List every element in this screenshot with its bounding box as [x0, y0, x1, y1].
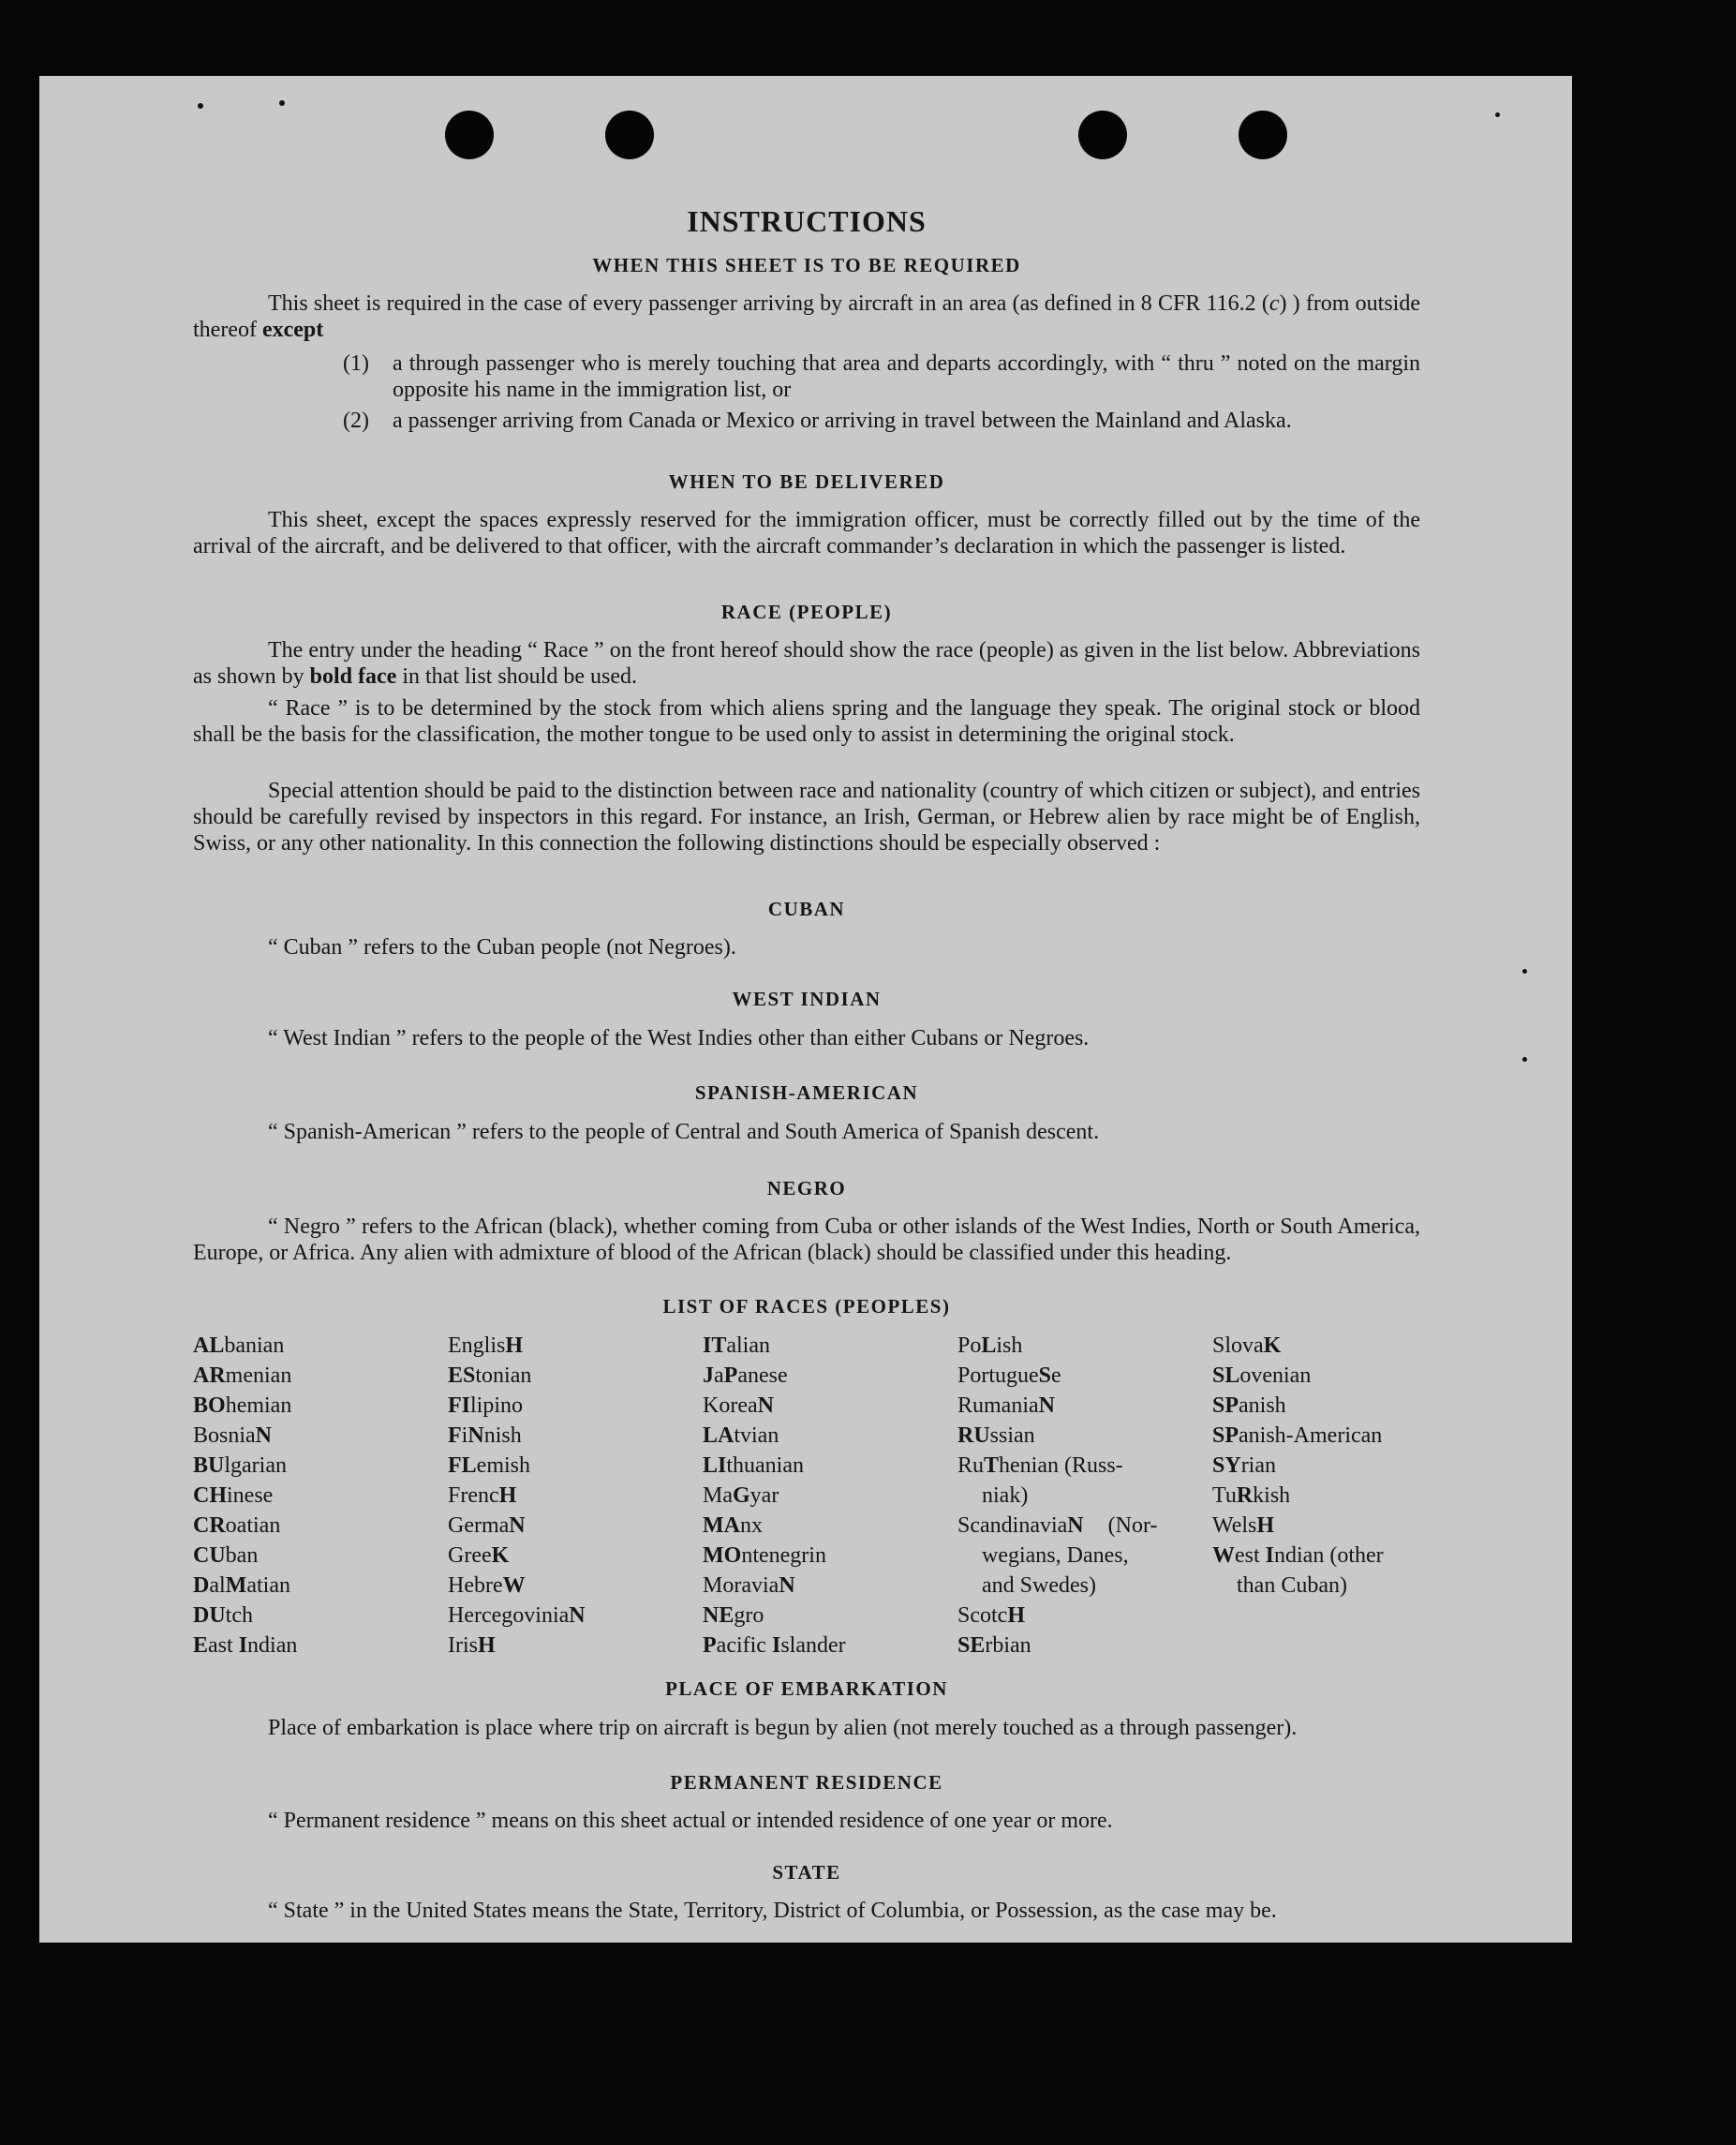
race-entry: PortugueSe — [957, 1363, 1061, 1388]
speck — [198, 103, 203, 109]
item-text: a through passenger who is merely touching that area and departs accordingly, with “ thru ” noted on the margin opposite his name in the immigration list, or — [393, 351, 1420, 402]
race-entry: and Swedes) — [982, 1573, 1096, 1598]
race-entry: ITalian — [703, 1333, 770, 1358]
race-entry: WelsH — [1212, 1513, 1275, 1538]
race-entry: DUtch — [193, 1603, 253, 1628]
race-entry: CRoatian — [193, 1513, 281, 1538]
race-entry: MoraviaN — [703, 1573, 795, 1598]
race-paragraph-1: The entry under the heading “ Race ” on the front hereof should show the race (people) as given in the list below. Abbreviations as shown by bold face in that list should be used. — [193, 638, 1420, 689]
residence-text: “ Permanent residence ” means on this sheet actual or intended residence of one year or more. — [268, 1809, 1113, 1833]
race-entry: CUban — [193, 1543, 259, 1568]
race-entry: East Indian — [193, 1633, 298, 1658]
race-entry: BOhemian — [193, 1393, 292, 1418]
heading-permanent-residence: PERMANENT RESIDENCE — [670, 1771, 943, 1794]
spanish-american-text: “ Spanish-American ” refers to the people of Central and South America of Spanish descent. — [268, 1120, 1100, 1144]
race-paragraph-3: Special attention should be paid to the distinction between race and nationality (country of which citizen or subject), and entries should be carefully revised by inspectors in this regard. For instance, an Irish, German, or Hebrew alien by race might be of English, Swiss, or any other nationality. In this connection the following distinctions should be especially observed : — [193, 779, 1420, 856]
punch-hole — [445, 111, 494, 159]
race-entry: EStonian — [448, 1363, 532, 1388]
item-text: a passenger arriving from Canada or Mexico or arriving in travel between the Mainland and Alaska. — [393, 409, 1292, 433]
embarkation-text: Place of embarkation is place where trip on aircraft is begun by alien (not merely touched as a through passenger). — [268, 1716, 1298, 1740]
race-entry: SlovaK — [1212, 1333, 1282, 1358]
race-entry: IrisH — [448, 1633, 496, 1658]
heading-embarkation: PLACE OF EMBARKATION — [665, 1677, 948, 1700]
race-entry: niak) — [982, 1483, 1029, 1508]
race-entry: GreeK — [448, 1543, 510, 1568]
negro-text: “ Negro ” refers to the African (black), whether coming from Cuba or other islands of the West Indies, North or South America, Europe, or Africa. Any alien with admixture of blood of the African (black) should be classified under this heading. — [193, 1214, 1420, 1265]
punch-hole — [605, 111, 654, 159]
race-entry: DalMatian — [193, 1573, 290, 1598]
heading-state: STATE — [772, 1861, 841, 1884]
race-entry: than Cuban) — [1237, 1573, 1347, 1598]
speck — [1522, 1057, 1527, 1062]
race-entry: ARmenian — [193, 1363, 292, 1388]
race-entry: MOntenegrin — [703, 1543, 826, 1568]
race-entry: Pacific Islander — [703, 1633, 846, 1658]
race-entry: NEgro — [703, 1603, 764, 1628]
race-entry: TuRkish — [1212, 1483, 1291, 1508]
race-entry: BUlgarian — [193, 1453, 287, 1478]
race-entry: MAnx — [703, 1513, 763, 1538]
race-entry: RUssian — [957, 1423, 1035, 1448]
race-entry: MaGyar — [703, 1483, 779, 1508]
race-entry: FiNnish — [448, 1423, 522, 1448]
race-entry: ScandinaviaN (Nor- — [957, 1513, 1158, 1538]
race-entry: PoLish — [957, 1333, 1023, 1358]
race-entry: FLemish — [448, 1453, 530, 1478]
speck — [1495, 112, 1500, 117]
heading-west-indian: WEST INDIAN — [732, 988, 882, 1010]
race-entry: SErbian — [957, 1633, 1031, 1658]
race-entry: BosniaN — [193, 1423, 273, 1448]
race-entry: HebreW — [448, 1573, 526, 1598]
race-entry: RuThenian (Russ- — [957, 1453, 1123, 1478]
punch-hole — [1239, 111, 1287, 159]
race-entry: wegians, Danes, — [982, 1543, 1129, 1568]
race-entry: ALbanian — [193, 1333, 285, 1358]
state-text: “ State ” in the United States means the State, Territory, District of Columbia, or Possession, as the case may be. — [268, 1899, 1277, 1923]
race-entry: West Indian (other — [1212, 1543, 1384, 1568]
punch-hole — [1078, 111, 1127, 159]
race-paragraph-2: “ Race ” is to be determined by the stock from which aliens spring and the language they speak. The original stock or blood shall be the basis for the classification, the mother tongue to be used only to assist in determining the original stock. — [193, 696, 1420, 747]
heading-race: RACE (PEOPLE) — [720, 601, 893, 623]
heading-when-required: WHEN THIS SHEET IS TO BE REQUIRED — [592, 254, 1021, 276]
heading-list-of-races: LIST OF RACES (PEOPLES) — [662, 1295, 951, 1318]
page-title: INSTRUCTIONS — [687, 204, 927, 238]
race-entry: FIlipino — [448, 1393, 524, 1418]
race-entry: HercegoviniaN — [448, 1603, 586, 1628]
heading-negro: NEGRO — [766, 1177, 847, 1199]
race-entry: SPanish — [1212, 1393, 1286, 1418]
delivered-text: This sheet, except the spaces expressly reserved for the immigration officer, must be correctly filled out by the time of the arrival of the aircraft, and be delivered to that officer, with the aircraft commander’s declaration in which the passenger is listed. — [193, 508, 1420, 559]
race-entry: ScotcH — [957, 1603, 1025, 1628]
west-indian-text: “ West Indian ” refers to the people of the West Indies other than either Cubans or Negroes. — [268, 1026, 1090, 1050]
heading-spanish-american: SPANISH-AMERICAN — [694, 1081, 919, 1104]
race-entry: JaPanese — [703, 1363, 788, 1388]
speck — [1522, 969, 1527, 974]
item-number: (1) — [343, 351, 369, 376]
race-entry: CHinese — [193, 1483, 274, 1508]
heading-when-delivered: WHEN TO BE DELIVERED — [668, 470, 945, 493]
race-entry: LIthuanian — [703, 1453, 804, 1478]
race-entry: SLovenian — [1212, 1363, 1312, 1388]
race-entry: FrencH — [448, 1483, 517, 1508]
race-entry: KoreaN — [703, 1393, 774, 1418]
race-entry: EnglisH — [448, 1333, 524, 1358]
speck — [279, 100, 285, 106]
race-entry: GermaN — [448, 1513, 526, 1538]
heading-cuban: CUBAN — [767, 898, 846, 920]
cuban-text: “ Cuban ” refers to the Cuban people (not Negroes). — [268, 935, 736, 960]
race-entry: LAtvian — [703, 1423, 779, 1448]
race-entry: RumaniaN — [957, 1393, 1055, 1418]
race-entry: SYrian — [1212, 1453, 1276, 1478]
item-number: (2) — [343, 409, 369, 433]
required-intro: This sheet is required in the case of every passenger arriving by aircraft in an area (as defined in 8 CFR 116.2 (c) ) from outside thereof except — [193, 291, 1420, 342]
race-entry: SPanish-American — [1212, 1423, 1383, 1448]
